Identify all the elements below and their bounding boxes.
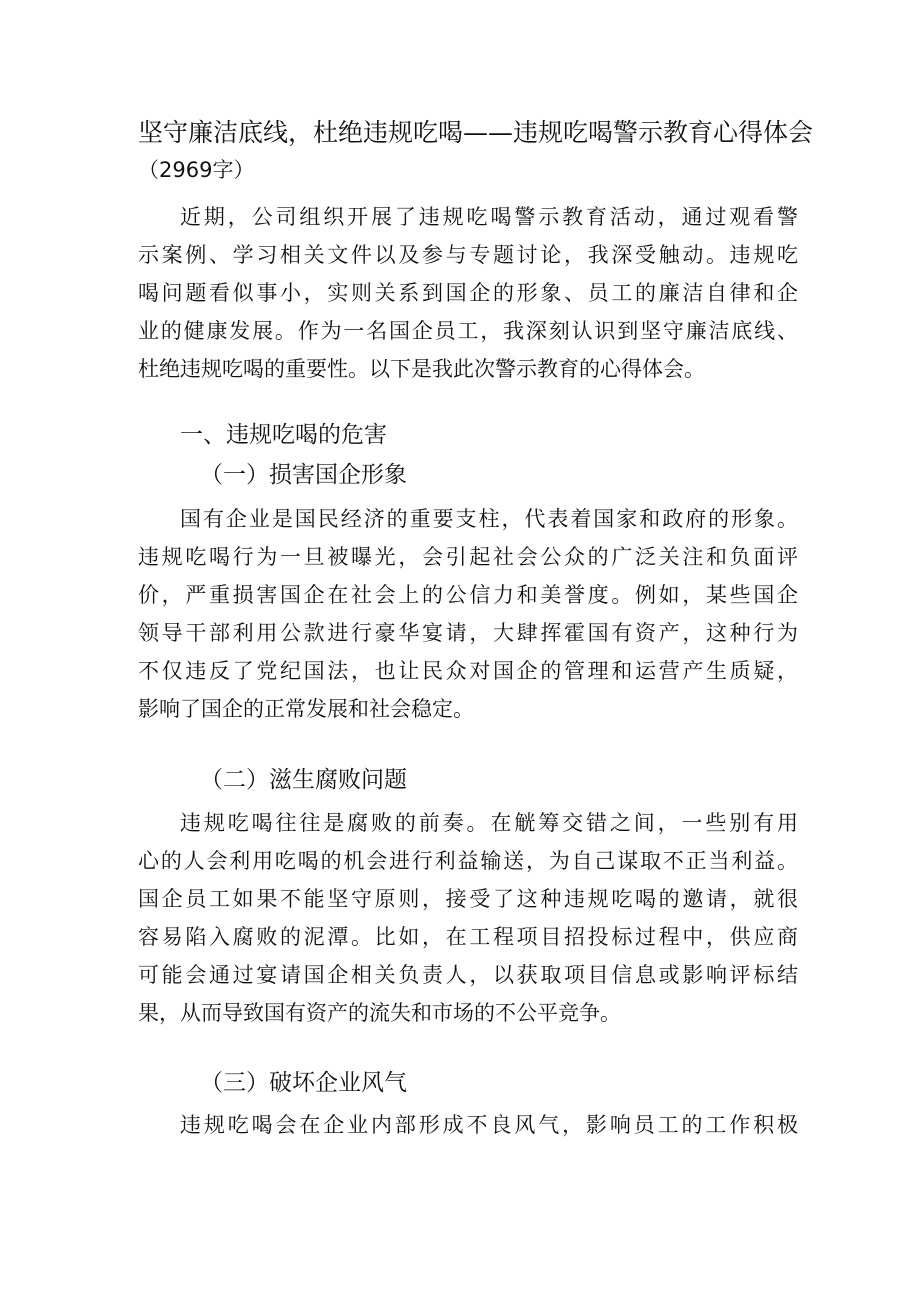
- paragraph-line: 喝问题看似事小，实则关系到国企的形象、员工的廉洁自律和企: [138, 281, 798, 305]
- paragraph-line: 不仅违反了党纪国法，也让民众对国企的管理和运营产生质疑，: [138, 659, 798, 683]
- paragraph-line: 杜绝违规吃喝的重要性。以下是我此次警示教育的心得体会。: [138, 357, 705, 381]
- paragraph-line: 国有企业是国民经济的重要支柱，代表着国家和政府的形象。: [180, 507, 798, 531]
- paragraph-line: 违规吃喝会在企业内部形成不良风气，影响员工的工作积极: [180, 1113, 798, 1137]
- word-count: （2969字）: [138, 158, 255, 182]
- paragraph-line: 可能会通过宴请国企相关负责人，以获取项目信息或影响评标结: [138, 963, 798, 987]
- paragraph-line: 心的人会利用吃喝的机会进行利益输送，为自己谋取不正当利益。: [138, 849, 798, 873]
- paragraph-line: 价，严重损害国企在社会上的公信力和美誉度。例如，某些国企: [138, 583, 798, 607]
- paragraph-line: 国企员工如果不能坚守原则，接受了这种违规吃喝的邀请，就很: [138, 887, 798, 911]
- subsection-heading-1: （一）损害国企形象: [200, 462, 407, 488]
- paragraph-line: 容易陷入腐败的泥潭。比如，在工程项目招投标过程中，供应商: [138, 925, 798, 949]
- subsection-heading-3: （三）破坏企业风气: [200, 1070, 407, 1096]
- section-heading: 一、违规吃喝的危害: [180, 422, 387, 448]
- intro-paragraph: [138, 198, 798, 388]
- subsection-3-paragraph: [138, 1106, 798, 1144]
- paragraph-line: 近期，公司组织开展了违规吃喝警示教育活动，通过观看警: [180, 205, 798, 229]
- subsection-1-paragraph: [138, 500, 798, 728]
- paragraph-line: 影响了国企的正常发展和社会稳定。: [138, 697, 474, 721]
- document-title: 坚守廉洁底线，杜绝违规吃喝——违规吃喝警示教育心得体会: [138, 118, 814, 147]
- paragraph-line: 业的健康发展。作为一名国企员工，我深刻认识到坚守廉洁底线、: [138, 319, 798, 343]
- paragraph-line: 示案例、学习相关文件以及参与专题讨论，我深受触动。违规吃: [138, 243, 798, 267]
- paragraph-line: 违规吃喝行为一旦被曝光，会引起社会公众的广泛关注和负面评: [138, 545, 798, 569]
- subsection-2-paragraph: [138, 804, 798, 1032]
- subsection-heading-2: （二）滋生腐败问题: [200, 767, 407, 793]
- paragraph-line: 违规吃喝往往是腐败的前奏。在觥筹交错之间，一些别有用: [180, 811, 798, 835]
- paragraph-line: 领导干部利用公款进行豪华宴请，大肆挥霍国有资产，这种行为: [138, 621, 798, 645]
- paragraph-line: 果，从而导致国有资产的流失和市场的不公平竞争。: [138, 1001, 621, 1025]
